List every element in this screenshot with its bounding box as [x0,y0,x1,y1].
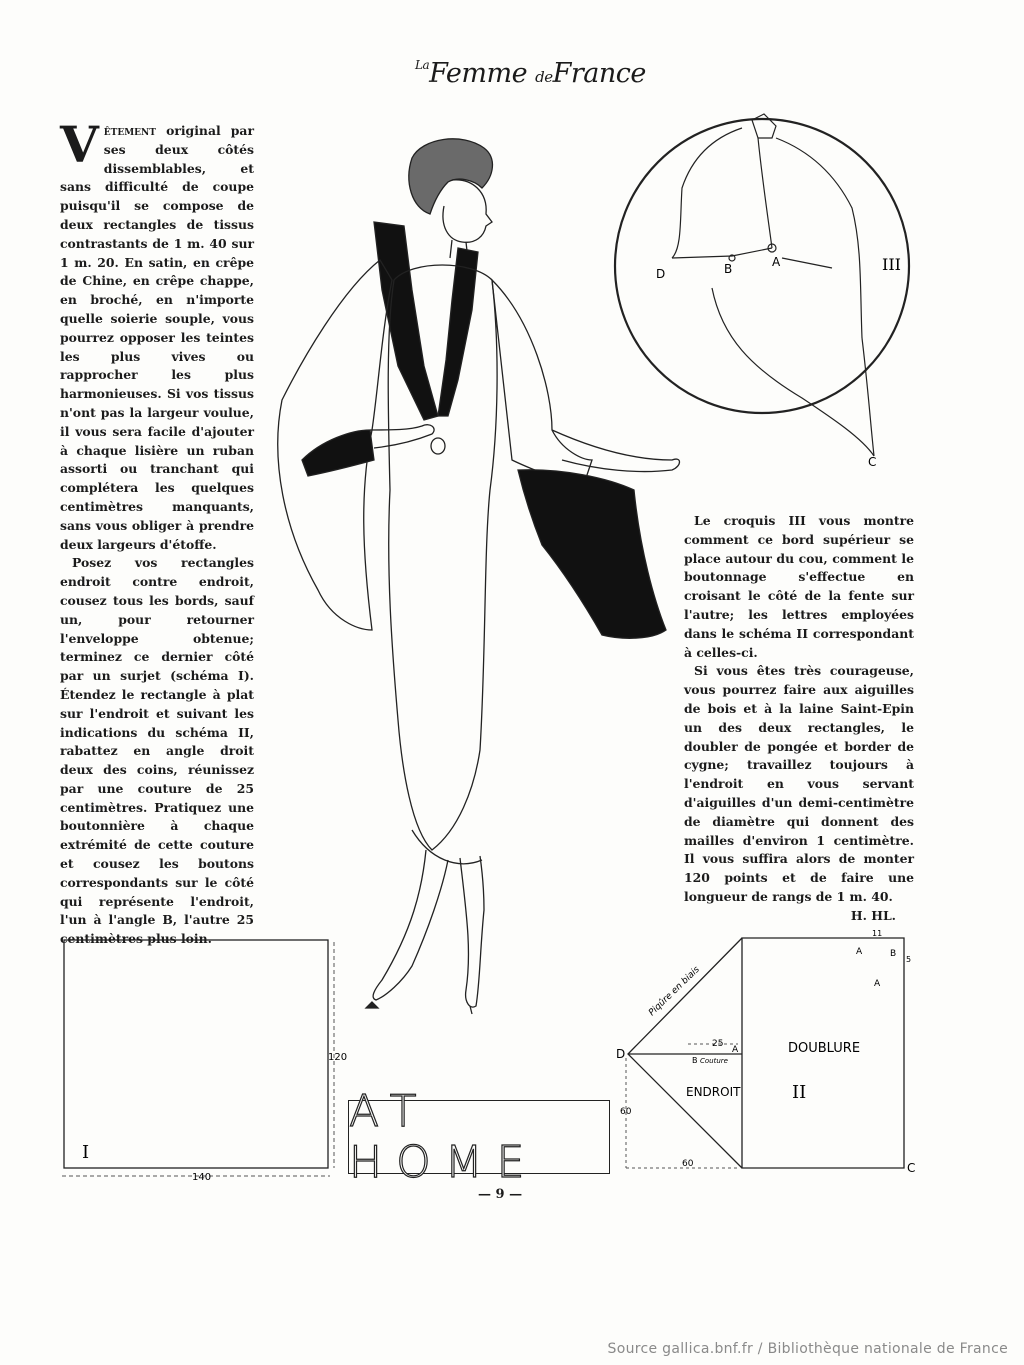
leg-right [460,856,484,1007]
masthead-join: de [535,68,553,86]
schema-two-dim-5: 5 [906,955,912,964]
left-paragraph-1-text: original par ses deux côtés dissemblables, et sans difficulté de coupe puisqu'il se compose de deux rectangles de tissus contrastants de 1 m. 40 sur 1 m. 20. En satin, en crêpe de Chine, en crêpe chappe, en broché, en n'importe quelle soierie souple, vous pourrez opposer les teintes les plus vives ou rapprocher les plus harmonieuses. Si vos tissus n'ont pas la largeur voulue, il vous sera facile d'ajouter à chaque lisière un ruban assorti ou tranchant qui complétera les quelques centimètres manquants, sans vous obliger à prendre deux largeurs d'étoffe. [60,123,254,552]
schema-two-label-b-mid: B [692,1056,698,1065]
author-signature: H. HL. [850,907,896,923]
schema-one [58,936,348,1186]
schema-one-roman: I [82,1142,90,1163]
schema-two-label-a-secondary: A [874,979,881,989]
schema-two-label-c: C [907,1161,916,1175]
hair-shape [409,139,493,214]
schema-two-dim-60-v: 60 [620,1107,632,1117]
schema-two-label-d: D [616,1047,626,1061]
black-collar [374,222,438,420]
schema-two-roman: II [792,1082,807,1103]
article-left-column [60,115,254,949]
schema-two-doublure: DOUBLURE [788,1041,861,1056]
sketch-label-a: A [772,255,781,269]
face-outline [443,180,492,242]
sketch-label-b: B [724,262,733,276]
dark-lining-panel [518,470,666,639]
drop-cap: V [60,115,99,174]
left-paragraph-1 [60,115,254,554]
leg-left [373,850,448,1000]
source-credit: Source gallica.bnf.fr / Bibliothèque nationale de France [607,1341,1008,1357]
right-paragraph-1: Le croquis III vous montre comment ce bord supérieur se place autour du cou, comment le boutonnage s'effectue en croisant le côté de la fente sur l'autre; les lettres employées dans le schéma II correspondant à celles-ci. [684,513,914,660]
masthead-title [415,58,646,102]
schema-two [612,928,917,1178]
schema-two-dim-11: 11 [872,929,883,938]
button-shape [431,438,445,454]
cape-right [492,280,592,490]
schema-two-label-a-mid: A [732,1045,739,1055]
schema-two-dim-60-h: 60 [682,1159,694,1169]
schema-two-bias-label: Piqûre en biais [647,964,702,1019]
right-paragraph-2: Si vous êtes très courageuse, vous pourrez faire aux aiguilles de bois et à la laine Saint-Epin un des deux rectangles, le doubler de pongée et border de cygne; travaillez toujours à l'endroit en vous servant d'aiguilles d'un demi-centimètre de diamètre qui donnent des mailles d'environ 1 centimètre. Il vous suffira alors de monter 120 points et de faire une longueur de rangs de 1 m. 40. [684,663,914,904]
schema-two-endroit: ENDROIT [686,1085,741,1099]
schema-two-dim-25: 25 [712,1039,724,1049]
black-collar-right [438,248,478,416]
left-paragraph-2: Posez vos rectangles endroit contre endroit, cousez tous les bords, sauf un, pour retourner l'enveloppe obtenue; terminez ce dernier côté par un surjet (schéma I). Étendez le rectangle à plat sur l'endroit et suivant les indications du schéma II, rabattez en angle droit deux des coins, réunissez par une couture de 25 centimètres. Pratiquez une boutonnière à chaque extrémité de cette couture et cousez les boutons correspondants sur le côté qui représente l'endroit, l'un à l'angle B, l'autre 25 centimètres plus loin. [60,555,254,947]
sketch-three [612,98,912,468]
sketch-roman-three: III [882,255,901,274]
at-home-stamp: AT HOME [348,1100,610,1174]
schema-two-triangle [628,938,742,1168]
sketch-label-c: C [868,455,877,468]
schema-two-label-a: A [856,947,863,957]
schema-one-height: 120 [328,1052,348,1063]
schema-two-couture: Couture [700,1057,728,1065]
schema-two-label-b: B [890,949,897,959]
article-right-column [684,512,914,926]
schema-one-width: 140 [192,1172,212,1183]
masthead-prefix: La [415,58,430,72]
arm-left [370,425,434,448]
sketch-label-d: D [656,267,666,281]
lead-caps: êtement [103,123,156,138]
masthead-word-femme: Femme [429,58,528,89]
page-number: — 9 — [478,1187,523,1202]
masthead-word-france: France [552,58,646,89]
schema-one-rectangle [64,940,328,1168]
dark-cuff-left [302,430,374,476]
